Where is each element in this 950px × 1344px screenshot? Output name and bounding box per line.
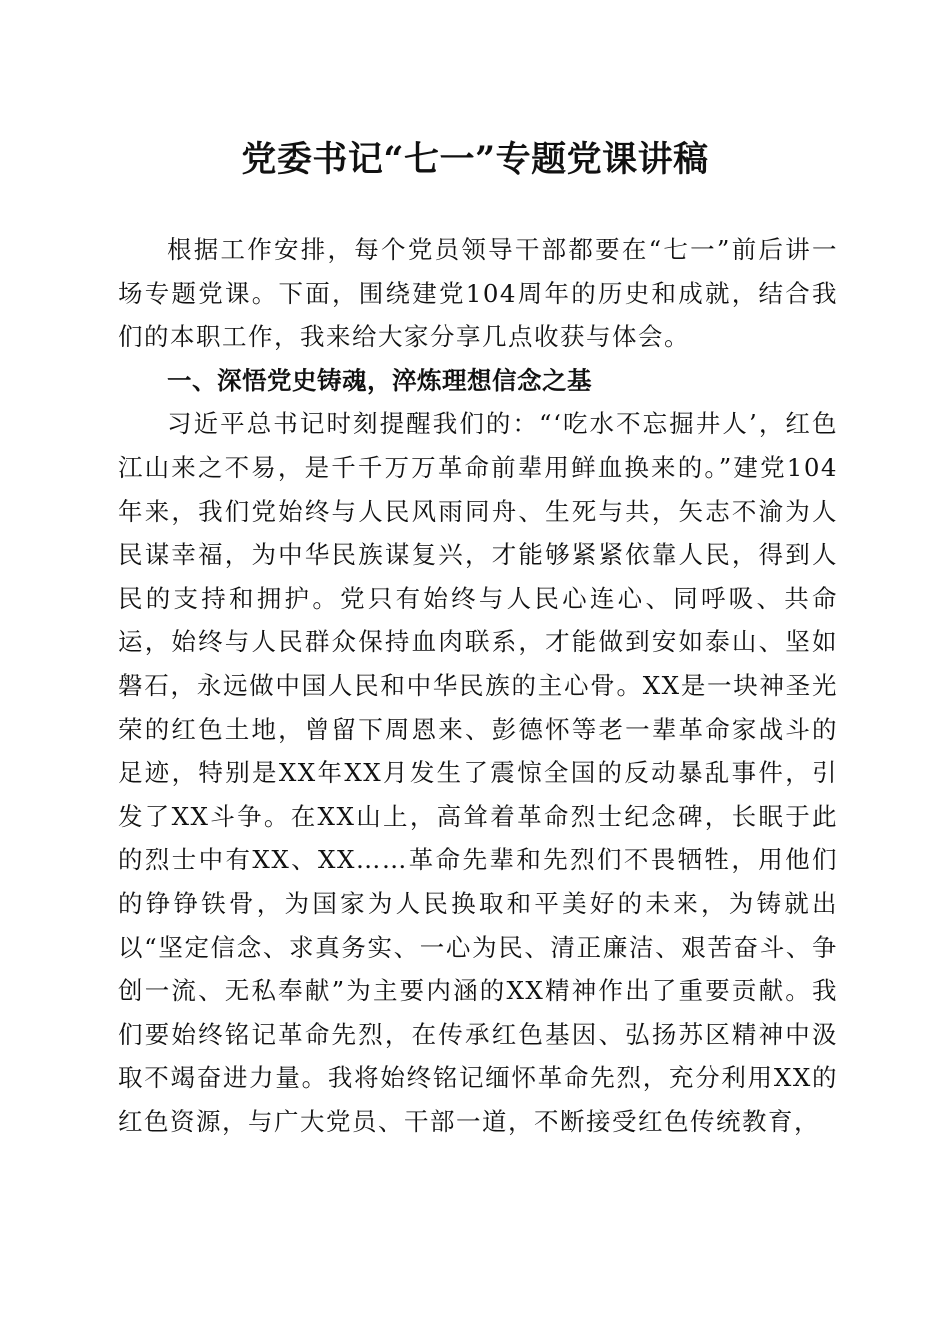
section-heading: 一、深悟党史铸魂，淬炼理想信念之基: [167, 365, 592, 395]
section-paragraph: 习近平总书记时刻提醒我们的：“‘吃水不忘掘井人’，红色江山来之不易，是千千万万革命前辈用鲜血换来的。”建党104年来，我们党始终与人民风雨同舟、生死与共，矢志不渝为人民谋幸福，为中华民族谋复兴，才能够紧紧依靠人民，得到人民的支持和拥护。党只有始终与人民心连心、同呼吸、共命运，始终与人民群众保持血肉联系，才能做到安如泰山、坚如磐石，永远做中国人民和中华民族的主心骨。XX是一块神圣光荣的红色土地，曾留下周恩来、彭德怀等老一辈革命家战斗的足迹，特别是XX年XX月发生了震惊全国的反动暴乱事件，引发了XX斗争。在XX山上，高耸着革命烈士纪念碑，长眠于此的烈士中有XX、XX……革命先辈和先烈们不畏牺牲，用他们的铮铮铁骨，为国家为人民换取和平美好的未来，为铸就出以“坚定信念、求真务实、一心为民、清正廉洁、艰苦奋斗、争创一流、无私奉献”为主要内涵的XX精神作出了重要贡献。我们要始终铭记革命先烈，在传承红色基因、弘扬苏区精神中汲取不竭奋进力量。我将始终铭记缅怀革命先烈，充分利用XX的红色资源，与广大党员、干部一道，不断接受红色传统教育，: [118, 409, 838, 1136]
intro-paragraph: 根据工作安排，每个党员领导干部都要在“七一”前后讲一场专题党课。下面，围绕建党104周年的历史和成就，结合我们的本职工作，我来给大家分享几点收获与体会。: [118, 235, 838, 352]
document-title: 党委书记“七一”专题党课讲稿: [241, 139, 709, 180]
document-body: [118, 228, 838, 1143]
